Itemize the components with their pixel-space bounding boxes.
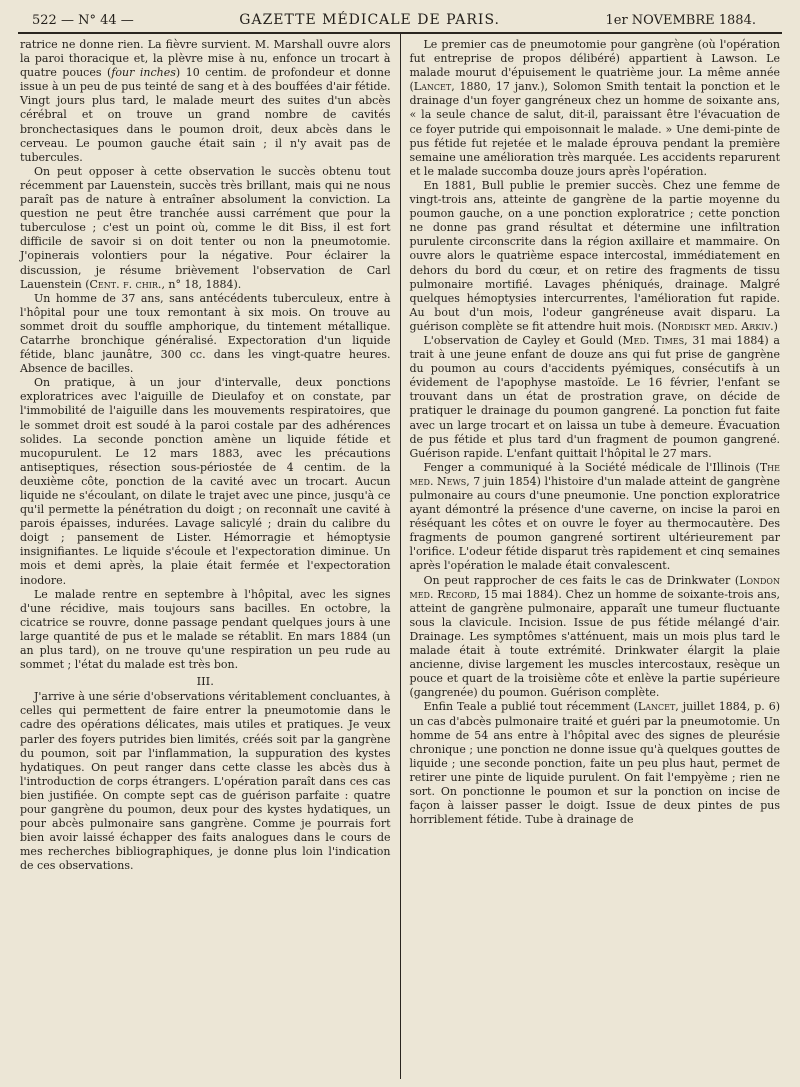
- section-heading: III.: [196, 674, 214, 689]
- paragraph: On peut rapprocher de ces faits le cas de Drinkwater (London med. Record, 15 mai 1884). Chez un homme de soixante-trois ans, atteint de gangrène pulmonaire, apparaît une tumeur fluctuante sous la clavicule. Incision. Issue de pus fétide mélangé d'air. Drainage. Les symptômes s'atténuent, mais un mois plus tard le malade était à toute extrémité. Drinkwater élargit la plaie ancienne, divise largement les muscles intercostaux, resèque un pouce et quart de la troisième côte et enlève la partie supérieure (gangrenée) du poumon. Guérison complète.: [409, 573, 780, 700]
- page-number: 522 — N° 44 —: [32, 13, 134, 28]
- journal-title: GAZETTE MÉDICALE DE PARIS.: [239, 12, 500, 28]
- text-columns: [18, 34, 782, 1079]
- paragraph: ratrice ne donne rien. La fièvre survient. M. Marshall ouvre alors la paroi thoracique et, la plèvre mise à nu, enfonce un trocart à quatre pouces (four inches) 10 centim. de profondeur et donne issue à un peu de pus teinté de sang et à des bouffées d'air fétide. Vingt jours plus tard, le malade meurt des suites d'un abcès cérébral et on trouve un grand nombre de cavités bronchectasiques dans le poumon droit, deux abcès dans le cerveau. Le poumon gauche était sain ; il n'y avait pas de tubercules.: [20, 38, 391, 164]
- page-header: [18, 12, 782, 34]
- paragraph: Le premier cas de pneumotomie pour gangrène (où l'opération fut entreprise de propos délibéré) appartient à Lawson. Le malade mourut d'épuisement le quatrième jour. La même année (Lancet, 1880, 17 janv.), Solomon Smith tentait la ponction et le drainage d'un foyer gangréneux chez un homme de soixante ans, « la seule chance de salut, dit-il, paraissant être l'évacuation de ce foyer putride qui empoisonnait le malade. » Une demi-pinte de pus fétide fut rejetée et le malade éprouva pendant la première semaine une amélioration très marquée. Les accidents reparurent et le malade succomba douze jours après l'opération.: [409, 38, 780, 178]
- paragraph: L'observation de Cayley et Gould (Med. Times, 31 mai 1884) a trait à une jeune enfant de douze ans qui fut prise de gangrène du poumon au cours d'accidents pyémiques, consécutifs à un évidement de l'apophyse mastoïde. Le 16 février, l'enfant se trouvant dans un état de prostration grave, on décide de pratiquer le drainage du poumon gangrené. La ponction fut faite avec un large trocart et on laissa un tube à demeure. Évacuation de pus fétide et plus tard d'un fragment de poumon gangrené. Guérison rapide. L'enfant quittait l'hôpital le 27 mars.: [409, 333, 780, 460]
- paragraph: On peut opposer à cette observation le succès obtenu tout récemment par Lauenstein, succès très brillant, mais qui ne nous paraît pas de nature à entraîner absolument la conviction. La question ne peut être tranchée aussi carrément que pour la tuberculose ; c'est un point où, comme le dit Biss, il est fort difficile de savoir si on doit tenter ou non la pneumotomie. J'opinerais volontiers pour la négative. Pour éclairer la discussion, je résume brièvement l'observation de Carl Lauenstein (Cent. f. chir., n° 18, 1884).: [20, 164, 391, 291]
- paragraph: J'arrive à une série d'observations véritablement concluantes, à celles qui permettent de faire entrer la pneumotomie dans le cadre des opérations délicates, mais utiles et pratiques. Je veux parler des foyers putrides bien limités, créés soit par la gangrène du poumon, soit par l'inflammation, la suppuration des kystes hydatiques. On peut ranger dans cette classe les abcès dus à l'introduction de corps étrangers. L'opération paraît dans ces cas bien justifiée. On compte sept cas de guérison parfaite : quatre pour gangrène du poumon, deux pour des kystes hydatiques, un pour abcès pulmonaire sans gangrène. Comme je pourrais fort bien avoir laissé échapper des faits analogues dans le cours de mes recherches bibliographiques, je donne plus loin l'indication de ces observations.: [20, 690, 391, 873]
- left-column: [18, 34, 400, 1079]
- issue-date: 1er NOVEMBRE 1884.: [605, 13, 756, 28]
- paragraph: Un homme de 37 ans, sans antécédents tuberculeux, entre à l'hôpital pour une toux remontant à six mois. On trouve au sommet droit du souffle amphorique, du tintement métallique. Catarrhe bronchique généralisé. Expectoration d'un liquide fétide, blanc jaunâtre, 300 cc. dans les vingt-quatre heures. Absence de bacilles.: [20, 291, 391, 376]
- paragraph: On pratique, à un jour d'intervalle, deux ponctions exploratrices avec l'aiguille de Dieulafoy et on constate, par l'immobilité de l'aiguille dans les mouvements respiratoires, que le sommet droit est soudé à la paroi costale par des adhérences solides. La seconde ponction amène un liquide fétide et mucopurulent. Le 12 mars 1883, avec les précautions antiseptiques, résection sous-périostée de 4 centim. de la deuxième côte, ponction de la cavité avec un trocart. Aucun liquide ne s'écoulant, on dilate le trajet avec une pince, jusqu'à ce qu'il permette la pénétration du doigt ; on reconnaît une cavité à parois épaisses, indurées. Lavage salicylé ; drain du calibre du doigt ; pansement de Lister. Hémorragie et hémoptysie insignifiantes. Le liquide s'écoule et l'expectoration diminue. Un mois et demi après, la plaie était fermée et l'expectoration inodore.: [20, 376, 391, 587]
- paragraph: Enfin Teale a publié tout récemment (Lancet, juillet 1884, p. 6) un cas d'abcès pulmonaire traité et guéri par la pneumotomie. Un homme de 54 ans entre à l'hôpital avec des signes de pleurésie chronique ; une ponction ne donne issue qu'à quelques gouttes de liquide ; une seconde ponction, faite un peu plus haut, permet de retirer une pinte de liquide purulent. On fait l'empyème ; rien ne sort. On ponctionne le poumon et sur la ponction on incise de façon à laisser passer le doigt. Issue de deux pintes de pus horriblement fétide. Tube à drainage de: [409, 700, 780, 827]
- paragraph: En 1881, Bull publie le premier succès. Chez une femme de vingt-trois ans, atteinte de gangrène de la partie moyenne du poumon gauche, on a une ponction exploratrice ; cette ponction ne donne pas grand résultat et détermine une infiltration purulente circonscrite dans la région axillaire et mammaire. On ouvre alors le quatrième espace intercostal, immédiatement en dehors du bord du cœur, et on retire des fragments de tissu pulmonaire mortifié. Lavages phéniqués, drainage. Malgré quelques hémoptysies intercurrentes, l'amélioration fut rapide. Au bout d'un mois, l'odeur gangréneuse avait disparu. La guérison complète se fit attendre huit mois. (Nordiskt med. Arkiv.): [409, 178, 780, 333]
- paragraph: Fenger a communiqué à la Société médicale de l'Illinois (The med. News, 7 juin 1854) l'histoire d'un malade atteint de gangrène pulmonaire au cours d'une pneumonie. Une ponction exploratrice ayant démontré la présence d'une caverne, on incise la paroi en réséquant les côtes et on ouvre le foyer au thermocautère. Des fragments de poumon gangrené sortirent ultérieurement par l'orifice. L'odeur fétide disparut très rapidement et cinq semaines après l'opération le malade était convalescent.: [409, 460, 781, 573]
- right-column: [401, 34, 783, 1079]
- paragraph: Le malade rentre en septembre à l'hôpital, avec les signes d'une récidive, mais toujours sans bacilles. En octobre, la cicatrice se rouvre, donne passage pendant quelques jours à une large quantité de pus et le malade se rétablit. En mars 1884 (un an plus tard), on ne trouve qu'une respiration un peu rude au sommet ; l'état du malade est très bon.: [20, 587, 391, 672]
